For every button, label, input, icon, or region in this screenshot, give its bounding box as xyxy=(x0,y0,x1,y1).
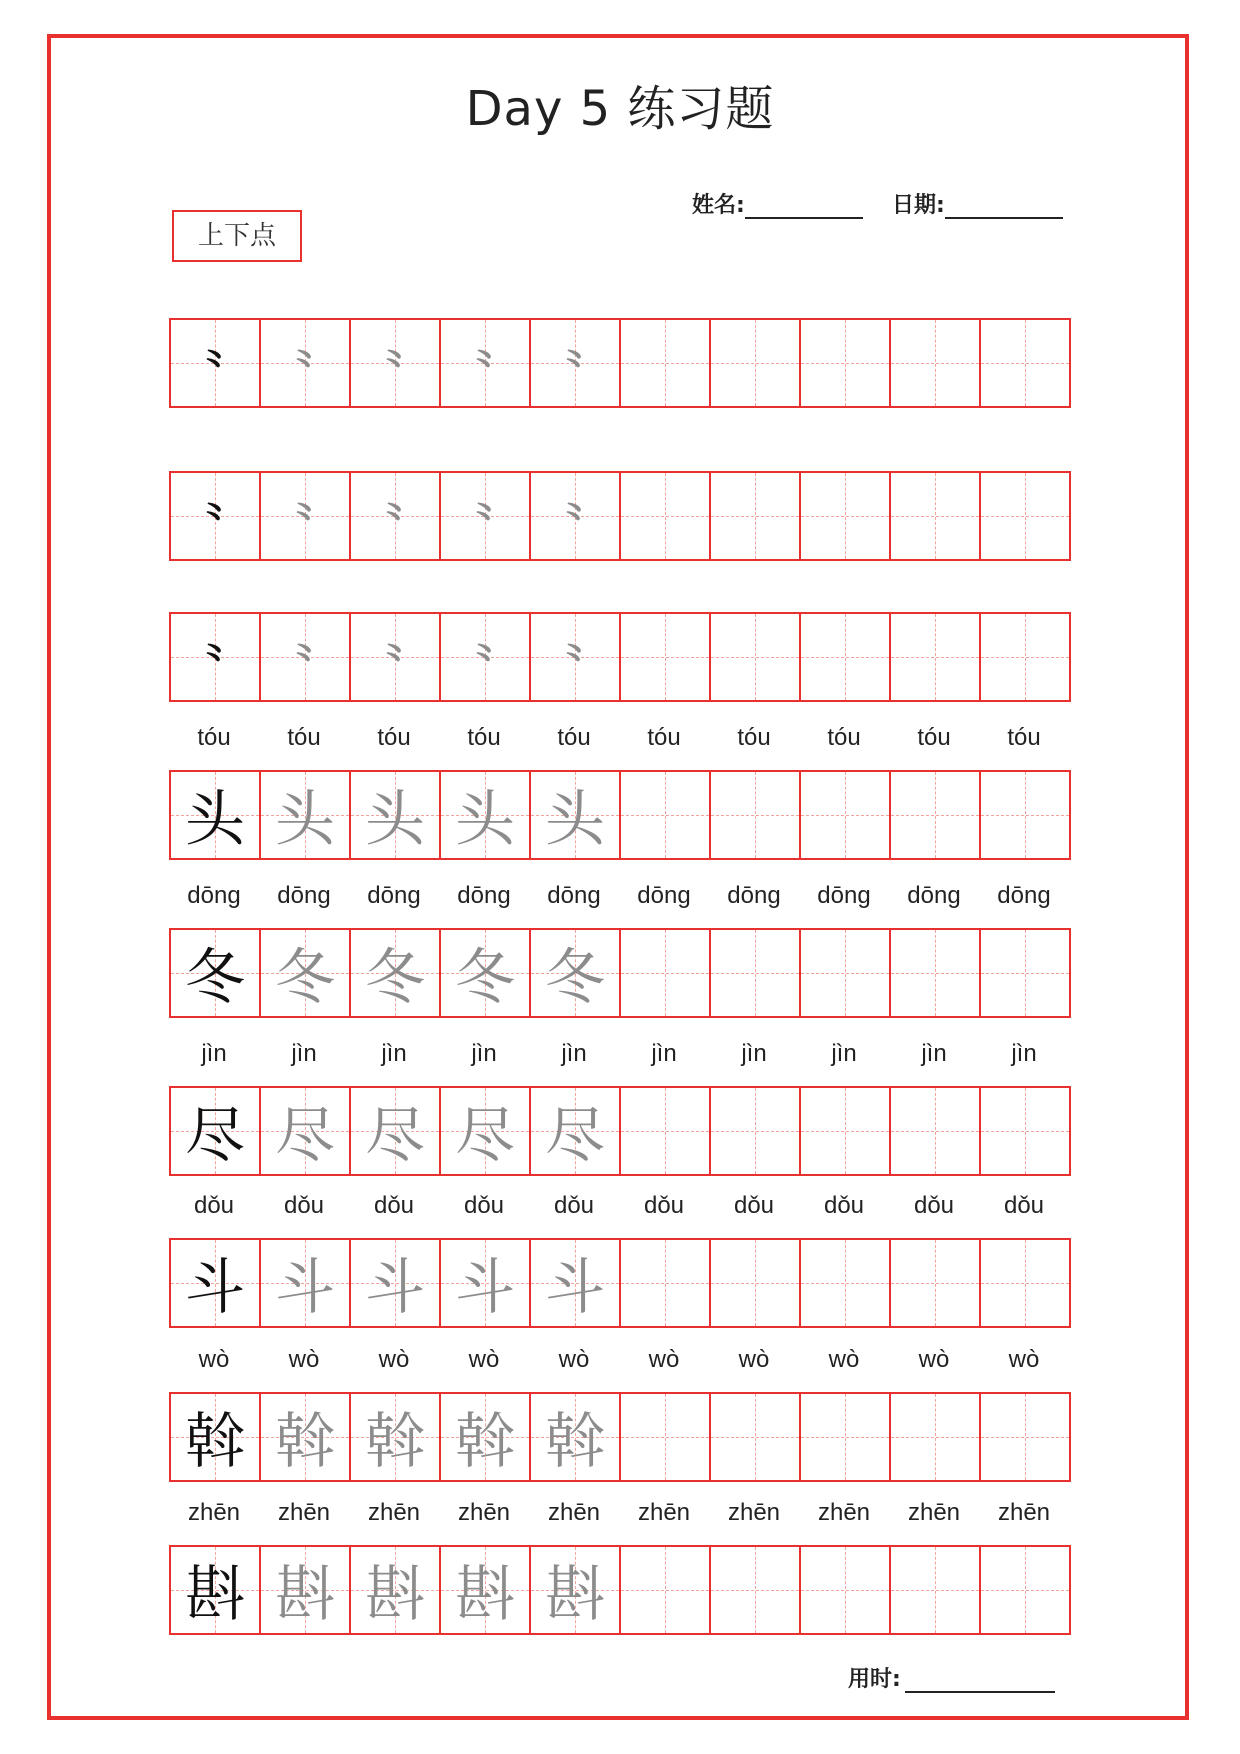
glyph: ⺀ xyxy=(556,638,593,681)
blank-cell[interactable] xyxy=(801,1086,891,1176)
trace-cell[interactable] xyxy=(441,471,531,561)
time-label: 用时: xyxy=(848,1667,901,1692)
trace-cell[interactable] xyxy=(351,770,441,860)
glyph: 头 xyxy=(275,785,335,855)
blank-cell[interactable] xyxy=(801,612,891,702)
model-cell[interactable] xyxy=(171,612,261,702)
glyph: ⺀ xyxy=(556,497,593,540)
pinyin-label: zhēn xyxy=(457,1499,511,1526)
pinyin-label: wò xyxy=(1008,1346,1040,1373)
trace-cell[interactable] xyxy=(531,318,621,408)
blank-cell[interactable] xyxy=(981,471,1071,561)
blank-cell[interactable] xyxy=(891,318,981,408)
glyph: 斗 xyxy=(455,1253,515,1323)
trace-cell[interactable] xyxy=(351,928,441,1018)
trace-cell[interactable] xyxy=(531,1086,621,1176)
trace-cell[interactable] xyxy=(351,471,441,561)
glyph: 斗 xyxy=(545,1253,605,1323)
blank-cell[interactable] xyxy=(621,1238,711,1328)
character-practice-row xyxy=(169,928,1071,1018)
pinyin-label: wò xyxy=(738,1346,770,1373)
blank-cell[interactable] xyxy=(621,770,711,860)
pinyin-label: zhēn xyxy=(907,1499,961,1526)
model-cell[interactable] xyxy=(171,1086,261,1176)
character-practice-row xyxy=(169,1392,1071,1482)
model-cell[interactable] xyxy=(171,1238,261,1328)
trace-cell[interactable] xyxy=(261,612,351,702)
glyph: 斟 xyxy=(275,1560,335,1630)
pinyin-label: jìn xyxy=(651,1040,677,1067)
pinyin-label: dǒu xyxy=(283,1192,325,1219)
pinyin-label: wò xyxy=(468,1346,500,1373)
pinyin-label: zhēn xyxy=(817,1499,871,1526)
pinyin-label: dǒu xyxy=(643,1192,685,1219)
pinyin-label: dǒu xyxy=(193,1192,235,1219)
trace-cell[interactable] xyxy=(261,471,351,561)
pinyin-label: dǒu xyxy=(1003,1192,1045,1219)
pinyin-label: dǒu xyxy=(463,1192,505,1219)
blank-cell[interactable] xyxy=(711,1392,801,1482)
trace-cell[interactable] xyxy=(441,1392,531,1482)
blank-cell[interactable] xyxy=(621,471,711,561)
glyph: 尽 xyxy=(185,1101,245,1171)
pinyin-label: zhēn xyxy=(997,1499,1051,1526)
pinyin-label: tóu xyxy=(557,724,591,751)
glyph: ⺀ xyxy=(196,344,233,387)
blank-cell[interactable] xyxy=(621,1392,711,1482)
glyph: ⺀ xyxy=(286,497,323,540)
blank-cell[interactable] xyxy=(981,1545,1071,1635)
pinyin-label: tóu xyxy=(467,724,501,751)
name-label: 姓名: xyxy=(692,193,745,218)
pinyin-row xyxy=(169,724,1069,752)
model-cell[interactable] xyxy=(171,1392,261,1482)
glyph: 头 xyxy=(545,785,605,855)
trace-cell[interactable] xyxy=(531,612,621,702)
pinyin-label: tóu xyxy=(737,724,771,751)
name-blank[interactable] xyxy=(745,195,863,219)
pinyin-label: wò xyxy=(198,1346,230,1373)
trace-cell[interactable] xyxy=(351,1392,441,1482)
model-cell[interactable] xyxy=(171,318,261,408)
glyph: 斟 xyxy=(455,1560,515,1630)
trace-cell[interactable] xyxy=(261,770,351,860)
glyph: ⺀ xyxy=(556,344,593,387)
blank-cell[interactable] xyxy=(981,318,1071,408)
pinyin-label: zhēn xyxy=(727,1499,781,1526)
glyph: ⺀ xyxy=(466,638,503,681)
character-practice-row xyxy=(169,770,1071,860)
pinyin-label: jìn xyxy=(201,1040,227,1067)
pinyin-label: jìn xyxy=(471,1040,497,1067)
model-cell[interactable] xyxy=(171,770,261,860)
blank-cell[interactable] xyxy=(711,471,801,561)
pinyin-label: dōng xyxy=(637,882,691,909)
trace-cell[interactable] xyxy=(261,318,351,408)
pinyin-label: dōng xyxy=(367,882,421,909)
blank-cell[interactable] xyxy=(711,1545,801,1635)
glyph: 尽 xyxy=(455,1101,515,1171)
trace-cell[interactable] xyxy=(351,1545,441,1635)
date-field xyxy=(892,188,1063,219)
pinyin-label: dōng xyxy=(727,882,781,909)
blank-cell[interactable] xyxy=(711,612,801,702)
pinyin-label: tóu xyxy=(917,724,951,751)
pinyin-label: zhēn xyxy=(367,1499,421,1526)
glyph: 尽 xyxy=(365,1101,425,1171)
blank-cell[interactable] xyxy=(711,1238,801,1328)
blank-cell[interactable] xyxy=(981,770,1071,860)
pinyin-label: dǒu xyxy=(373,1192,415,1219)
glyph: ⺀ xyxy=(376,638,413,681)
glyph: 冬 xyxy=(455,943,515,1013)
glyph: ⺀ xyxy=(466,344,503,387)
glyph: ⺀ xyxy=(466,497,503,540)
glyph: 斡 xyxy=(455,1407,515,1477)
blank-cell[interactable] xyxy=(981,1086,1071,1176)
glyph: 斡 xyxy=(275,1407,335,1477)
blank-cell[interactable] xyxy=(801,471,891,561)
blank-cell[interactable] xyxy=(891,471,981,561)
stroke-practice-row xyxy=(169,318,1071,408)
blank-cell[interactable] xyxy=(801,928,891,1018)
pinyin-label: zhēn xyxy=(187,1499,241,1526)
pinyin-label: jìn xyxy=(831,1040,857,1067)
blank-cell[interactable] xyxy=(891,770,981,860)
pinyin-label: jìn xyxy=(381,1040,407,1067)
glyph: ⺀ xyxy=(286,638,323,681)
pinyin-label: dǒu xyxy=(553,1192,595,1219)
pinyin-label: dǒu xyxy=(913,1192,955,1219)
time-blank[interactable] xyxy=(905,1669,1055,1693)
blank-cell[interactable] xyxy=(621,612,711,702)
blank-cell[interactable] xyxy=(891,928,981,1018)
model-cell[interactable] xyxy=(171,471,261,561)
pinyin-label: dōng xyxy=(547,882,601,909)
glyph: 冬 xyxy=(275,943,335,1013)
glyph: 斗 xyxy=(185,1253,245,1323)
model-cell[interactable] xyxy=(171,1545,261,1635)
glyph: ⺀ xyxy=(286,344,323,387)
blank-cell[interactable] xyxy=(711,318,801,408)
pinyin-label: wò xyxy=(648,1346,680,1373)
pinyin-label: jìn xyxy=(1011,1040,1037,1067)
glyph: 冬 xyxy=(185,943,245,1013)
pinyin-label: jìn xyxy=(561,1040,587,1067)
glyph: 头 xyxy=(455,785,515,855)
blank-cell[interactable] xyxy=(891,1392,981,1482)
pinyin-label: tóu xyxy=(197,724,231,751)
blank-cell[interactable] xyxy=(801,1238,891,1328)
page-title: Day 5 练习题 xyxy=(465,81,775,137)
trace-cell[interactable] xyxy=(261,928,351,1018)
name-field xyxy=(692,188,863,219)
blank-cell[interactable] xyxy=(891,1545,981,1635)
pinyin-label: dōng xyxy=(817,882,871,909)
glyph: 冬 xyxy=(365,943,425,1013)
glyph: ⺀ xyxy=(376,497,413,540)
blank-cell[interactable] xyxy=(621,318,711,408)
character-practice-row xyxy=(169,1238,1071,1328)
stroke-practice-row xyxy=(169,612,1071,702)
glyph: ⺀ xyxy=(196,497,233,540)
trace-cell[interactable] xyxy=(261,1545,351,1635)
pinyin-label: dōng xyxy=(907,882,961,909)
pinyin-row xyxy=(169,1499,1069,1527)
glyph: 头 xyxy=(185,785,245,855)
trace-cell[interactable] xyxy=(531,770,621,860)
blank-cell[interactable] xyxy=(981,928,1071,1018)
blank-cell[interactable] xyxy=(711,1086,801,1176)
glyph: 斡 xyxy=(185,1407,245,1477)
character-practice-row xyxy=(169,1086,1071,1176)
blank-cell[interactable] xyxy=(801,1392,891,1482)
glyph: 尽 xyxy=(545,1101,605,1171)
blank-cell[interactable] xyxy=(981,1238,1071,1328)
pinyin-row xyxy=(169,882,1069,910)
character-practice-row xyxy=(169,1545,1071,1635)
blank-cell[interactable] xyxy=(981,1392,1071,1482)
blank-cell[interactable] xyxy=(621,1545,711,1635)
blank-cell[interactable] xyxy=(801,770,891,860)
pinyin-label: dōng xyxy=(277,882,331,909)
trace-cell[interactable] xyxy=(351,1086,441,1176)
trace-cell[interactable] xyxy=(441,1238,531,1328)
glyph: 斗 xyxy=(365,1253,425,1323)
glyph: 冬 xyxy=(545,943,605,1013)
pinyin-label: tóu xyxy=(377,724,411,751)
glyph: 头 xyxy=(365,785,425,855)
glyph: 斗 xyxy=(275,1253,335,1323)
trace-cell[interactable] xyxy=(261,1238,351,1328)
glyph: 斟 xyxy=(545,1560,605,1630)
trace-cell[interactable] xyxy=(441,928,531,1018)
pinyin-label: jìn xyxy=(921,1040,947,1067)
pinyin-row xyxy=(169,1040,1069,1068)
date-blank[interactable] xyxy=(945,195,1063,219)
pinyin-label: dōng xyxy=(997,882,1051,909)
blank-cell[interactable] xyxy=(891,612,981,702)
pinyin-label: tóu xyxy=(827,724,861,751)
glyph: 斡 xyxy=(545,1407,605,1477)
pinyin-label: dǒu xyxy=(733,1192,775,1219)
trace-cell[interactable] xyxy=(531,471,621,561)
trace-cell[interactable] xyxy=(261,1392,351,1482)
trace-cell[interactable] xyxy=(351,612,441,702)
blank-cell[interactable] xyxy=(891,1086,981,1176)
blank-cell[interactable] xyxy=(891,1238,981,1328)
pinyin-label: jìn xyxy=(291,1040,317,1067)
glyph: 斟 xyxy=(185,1560,245,1630)
glyph: 斟 xyxy=(365,1560,425,1630)
pinyin-row xyxy=(169,1192,1069,1220)
stroke-practice-row xyxy=(169,471,1071,561)
pinyin-label: tóu xyxy=(287,724,321,751)
trace-cell[interactable] xyxy=(441,1086,531,1176)
blank-cell[interactable] xyxy=(801,1545,891,1635)
trace-cell[interactable] xyxy=(441,1545,531,1635)
blank-cell[interactable] xyxy=(711,928,801,1018)
glyph: ⺀ xyxy=(376,344,413,387)
glyph: 尽 xyxy=(275,1101,335,1171)
blank-cell[interactable] xyxy=(981,612,1071,702)
trace-cell[interactable] xyxy=(531,928,621,1018)
pinyin-label: zhēn xyxy=(637,1499,691,1526)
pinyin-label: zhēn xyxy=(277,1499,331,1526)
glyph: ⺀ xyxy=(196,638,233,681)
pinyin-label: dōng xyxy=(187,882,241,909)
pinyin-label: wò xyxy=(918,1346,950,1373)
blank-cell[interactable] xyxy=(801,318,891,408)
pinyin-label: jìn xyxy=(741,1040,767,1067)
pinyin-label: wò xyxy=(378,1346,410,1373)
trace-cell[interactable] xyxy=(441,612,531,702)
pinyin-label: zhēn xyxy=(547,1499,601,1526)
pinyin-row xyxy=(169,1346,1069,1374)
blank-cell[interactable] xyxy=(621,1086,711,1176)
pinyin-label: wò xyxy=(558,1346,590,1373)
stroke-name-box: 上下点 xyxy=(172,210,302,262)
glyph: 斡 xyxy=(365,1407,425,1477)
date-label: 日期: xyxy=(892,193,945,218)
trace-cell[interactable] xyxy=(531,1545,621,1635)
pinyin-label: tóu xyxy=(1007,724,1041,751)
trace-cell[interactable] xyxy=(441,770,531,860)
pinyin-label: wò xyxy=(288,1346,320,1373)
trace-cell[interactable] xyxy=(441,318,531,408)
blank-cell[interactable] xyxy=(711,770,801,860)
trace-cell[interactable] xyxy=(261,1086,351,1176)
blank-cell[interactable] xyxy=(621,928,711,1018)
pinyin-label: wò xyxy=(828,1346,860,1373)
time-field xyxy=(848,1662,1055,1693)
trace-cell[interactable] xyxy=(351,1238,441,1328)
trace-cell[interactable] xyxy=(531,1392,621,1482)
pinyin-label: dǒu xyxy=(823,1192,865,1219)
trace-cell[interactable] xyxy=(351,318,441,408)
pinyin-label: dōng xyxy=(457,882,511,909)
pinyin-label: tóu xyxy=(647,724,681,751)
trace-cell[interactable] xyxy=(531,1238,621,1328)
model-cell[interactable] xyxy=(171,928,261,1018)
